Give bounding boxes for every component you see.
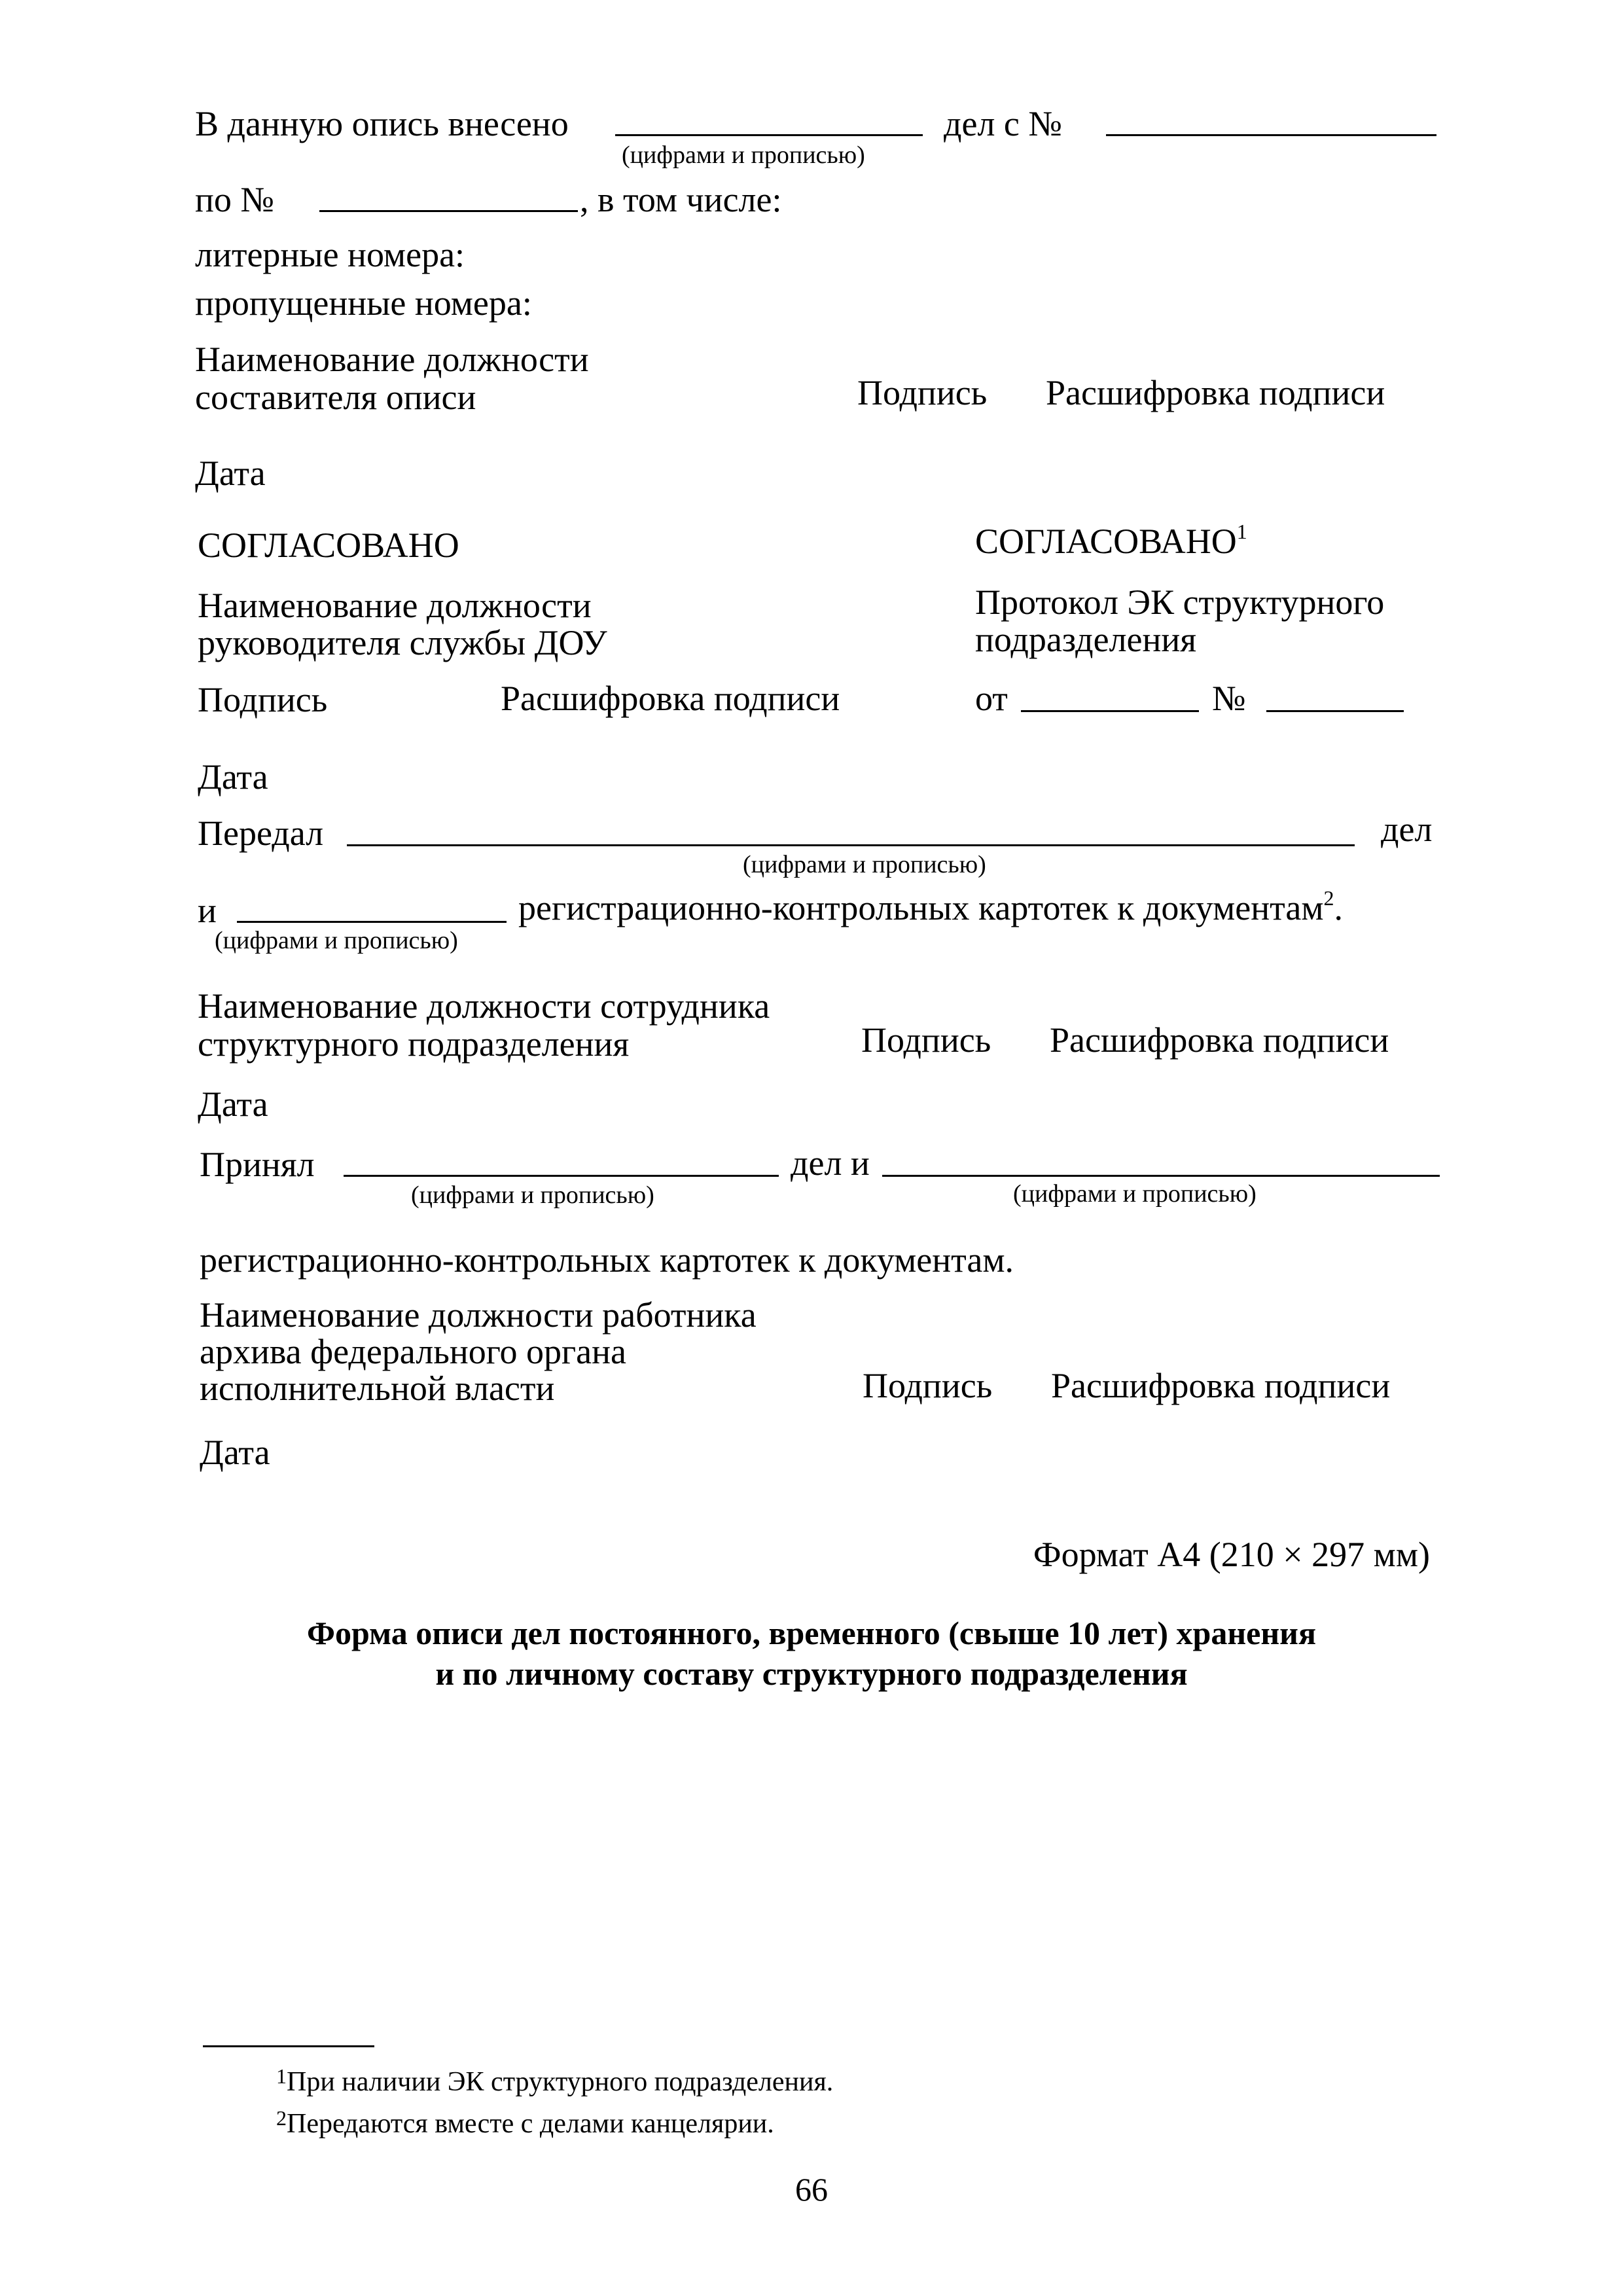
approval-left-position-line2: руководителя службы ДОУ [198,623,607,662]
accepted-cases-and-label: дел и [791,1143,870,1183]
cases-from-label: дел с № [944,104,1062,143]
handed-hint-digits-words: (цифрами и прописью) [743,851,986,878]
protocol-number-label: № [1212,679,1246,718]
accepted-label: Принял [200,1145,315,1184]
transfer-position-line1: Наименование должности сотрудника [198,986,770,1026]
handed-label: Передал [198,814,324,853]
approval-left-date-label: Дата [198,757,268,797]
transfer-position-line2: структурного подразделения [198,1024,630,1064]
to-number-label: по № [195,180,274,219]
footnote-1: $^1$При наличии ЭК структурного подразделения. [276,2064,834,2097]
handed-cases-label: дел [1381,810,1433,849]
format-note: Формат А4 (210 × 297 мм) [1033,1535,1430,1574]
from-number-line[interactable] [1106,134,1436,136]
protocol-number-line[interactable] [1266,710,1404,712]
and-label: и [198,891,217,930]
compiler-position-line2: составителя описи [195,378,476,417]
accepted-hint-cases: (цифрами и прописью) [411,1181,654,1209]
receipt-position-line3: исполнительной власти [200,1369,555,1408]
approval-right-protocol-line1: Протокол ЭК структурного [975,583,1385,622]
approval-left-heading: СОГЛАСОВАНО [198,526,459,565]
receipt-signature-label: Подпись [863,1366,993,1405]
handed-cards-hint: (цифрами и прописью) [215,927,458,954]
compiler-date-label: Дата [195,454,266,493]
accepted-cases-line[interactable] [344,1175,779,1177]
receipt-position-line2: архива федерального органа [200,1332,627,1371]
approval-left-position-line1: Наименование должности [198,586,592,625]
form-title-line2: и по личному составу структурного подразделения [435,1655,1188,1692]
receipt-date-label: Дата [200,1433,270,1472]
approval-right-heading: СОГЛАСОВАНО$^1$ [975,520,1247,561]
handed-cards-label: регистрационно-контрольных картотек к документам$^2$. [518,886,1344,927]
compiler-signature-decode-label: Расшифровка подписи [1046,373,1385,412]
approval-left-signature-decode-label: Расшифровка подписи [501,679,840,718]
form-title-line1: Форма описи дел постоянного, временного (свыше 10 лет) хранения [307,1615,1316,1651]
approval-left-signature-label: Подпись [198,680,328,719]
footnote-2: $^2$Передаются вместе с делами канцелярии. [276,2106,774,2139]
skipped-numbers-label: пропущенные номера: [195,283,532,323]
compiler-signature-label: Подпись [857,373,988,412]
approval-right-protocol-line2: подразделения [975,620,1197,659]
transfer-signature-label: Подпись [861,1020,991,1060]
accepted-cards-text: регистрационно-контрольных картотек к документам. [200,1240,1014,1280]
hint-digits-words: (цифрами и прописью) [622,141,865,169]
letter-numbers-label: литерные номера: [195,235,465,274]
transfer-signature-decode-label: Расшифровка подписи [1050,1020,1389,1060]
footnote-separator [203,2045,374,2047]
protocol-date-line[interactable] [1021,710,1199,712]
entered-count-line[interactable] [615,134,923,136]
protocol-from-label: от [975,679,1008,718]
accepted-cards-line[interactable] [882,1175,1440,1177]
transfer-date-label: Дата [198,1085,268,1124]
entered-label: В данную опись внесено [195,104,569,143]
handed-cases-line[interactable] [347,844,1355,846]
including-label: , в том числе: [580,180,782,219]
accepted-hint-cards: (цифрами и прописью) [1013,1180,1257,1208]
page-number: 66 [795,2171,828,2208]
handed-cards-line[interactable] [237,921,507,923]
compiler-position-line1: Наименование должности [195,340,589,379]
receipt-position-line1: Наименование должности работника [200,1295,757,1335]
receipt-signature-decode-label: Расшифровка подписи [1051,1366,1391,1405]
to-number-line[interactable] [319,210,578,212]
